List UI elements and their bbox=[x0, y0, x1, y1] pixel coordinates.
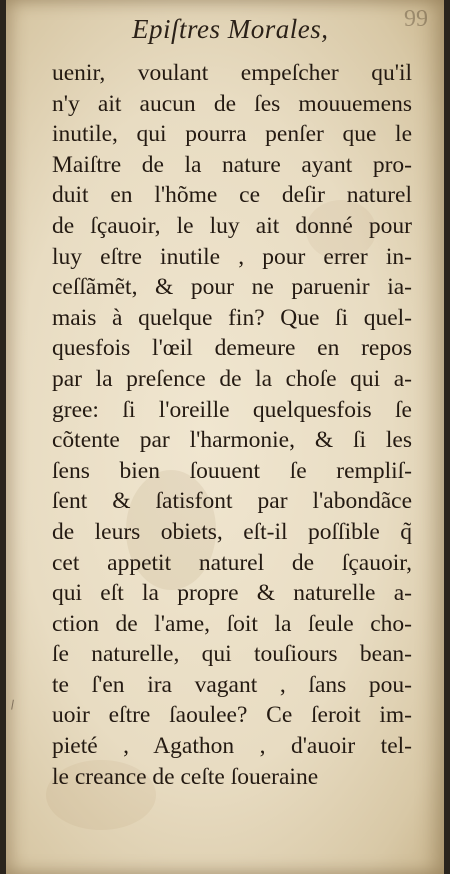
text-line: mais à quelque fin? Que ſi quel- bbox=[52, 304, 412, 331]
text-line: ſent & ſatisfont par l'abondãce bbox=[52, 488, 412, 515]
text-line: ſe naturelle, qui touſiours bean- bbox=[52, 641, 412, 668]
text-line: ction de l'ame, ſoit la ſeule cho- bbox=[52, 610, 412, 637]
body-text bbox=[52, 58, 412, 792]
text-line: par la preſence de la choſe qui a- bbox=[52, 365, 412, 392]
text-line: Maiſtre de la nature ayant pro- bbox=[52, 151, 412, 178]
text-line: uoir eſtre ſaoulee? Ce ſeroit im- bbox=[52, 702, 412, 729]
text-line: de leurs obiets, eſt-il poſſible q̃ bbox=[52, 518, 412, 545]
text-line: le creance de ceſte ſoueraine bbox=[52, 763, 319, 790]
text-line: ceſſãmẽt, & pour ne paruenir ia- bbox=[52, 274, 412, 301]
text-line: de ſçauoir, le luy ait donné pour bbox=[52, 212, 412, 239]
text-line: cõtente par l'harmonie, & ſi les bbox=[52, 427, 412, 454]
text-line: uenir, voulant empeſcher qu'il bbox=[52, 60, 412, 86]
text-line: gree: ſi l'oreille quelquesfois ſe bbox=[52, 396, 412, 423]
text-line: duit en l'hõme ce deſir naturel bbox=[52, 182, 412, 209]
text-line: cet appetit naturel de ſçauoir, bbox=[52, 549, 412, 576]
page-number: 99 bbox=[404, 6, 428, 32]
running-head: Epiſtres Morales, bbox=[132, 14, 329, 44]
margin-mark bbox=[11, 700, 18, 711]
text-line: quesfois l'œil demeure en repos bbox=[52, 335, 412, 362]
text-line: n'y ait aucun de ſes mouuemens bbox=[52, 90, 412, 117]
book-page bbox=[6, 0, 444, 874]
text-line: qui eſt la propre & naturelle a- bbox=[52, 580, 412, 607]
text-line: luy eſtre inutile , pour errer in- bbox=[52, 243, 412, 270]
text-line: pieté , Agathon , d'auoir tel- bbox=[52, 733, 412, 760]
text-line: ſens bien ſouuent ſe rempliſ- bbox=[52, 457, 412, 484]
text-line: te ſ'en ira vagant , ſans pou- bbox=[52, 671, 412, 698]
text-line: inutile, qui pourra penſer que le bbox=[52, 121, 412, 148]
